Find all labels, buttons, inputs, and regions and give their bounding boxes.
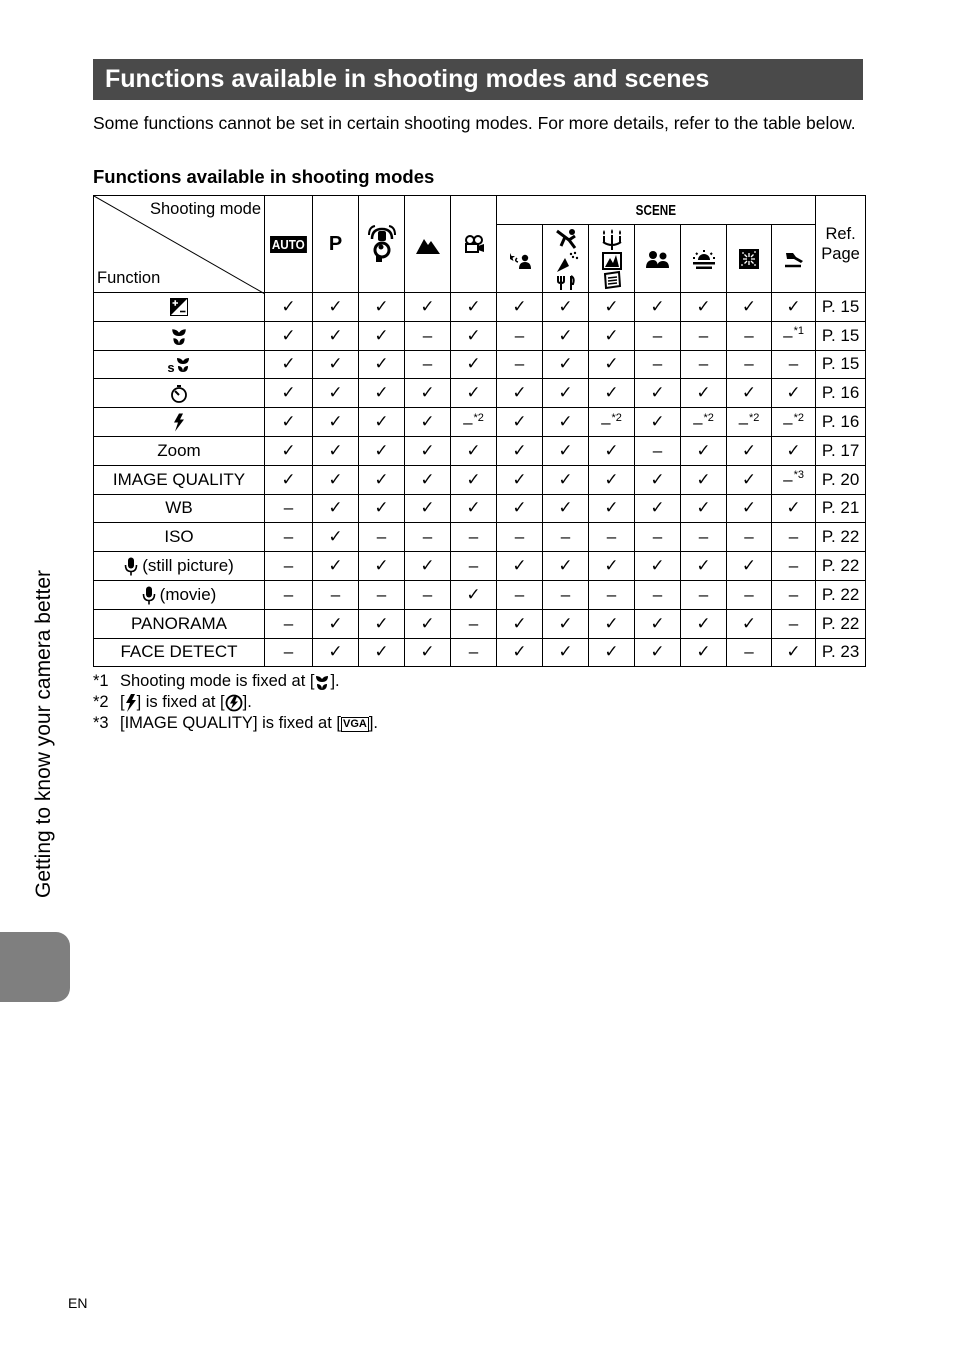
check-cell: ✓: [635, 379, 681, 408]
check-cell: ✓: [543, 609, 589, 638]
check-cell: ✓: [543, 465, 589, 494]
table-row: [94, 293, 866, 322]
candle-icon: [600, 228, 624, 290]
footnote-marker: *2: [473, 411, 484, 424]
sport-party-cuisine-icon: [553, 228, 579, 290]
check-cell: ✓: [313, 350, 359, 379]
check-cell: ✓: [451, 465, 497, 494]
auto-icon: AUTO: [272, 237, 305, 252]
check-cell: ✓: [451, 321, 497, 350]
check-cell: ✓: [497, 293, 543, 322]
check-cell: ✓: [359, 408, 405, 437]
page-title: Functions available in shooting modes and scenes: [93, 59, 863, 100]
dash-cell: –: [405, 350, 451, 379]
function-cell: [94, 436, 265, 465]
check-cell: ✓: [313, 436, 359, 465]
ref-page-cell: P. 22: [816, 552, 866, 581]
dash-cell: –: [681, 350, 727, 379]
dash-cell: –: [313, 580, 359, 609]
check-cell: ✓: [772, 379, 816, 408]
function-label: PANORAMA: [130, 613, 228, 633]
function-label: (movie): [159, 584, 217, 604]
check-cell: ✓: [681, 465, 727, 494]
check-cell: ✓: [635, 638, 681, 667]
footnote-2: *2 [ ] is fixed at [ ].: [93, 693, 252, 711]
dash-cell: –: [405, 580, 451, 609]
check-cell: ✓: [405, 436, 451, 465]
microphone-icon: [142, 585, 156, 604]
dash-cell: –: [497, 523, 543, 552]
check-cell: ✓: [681, 494, 727, 523]
dash-cell: –: [681, 321, 727, 350]
check-cell: ✓: [589, 552, 635, 581]
check-cell: ✓: [405, 552, 451, 581]
check-cell: ✓: [543, 552, 589, 581]
check-cell: ✓: [543, 293, 589, 322]
check-cell: ✓: [727, 293, 772, 322]
check-cell: ✓: [635, 552, 681, 581]
check-cell: ✓: [265, 321, 313, 350]
check-cell: ✓: [681, 609, 727, 638]
check-cell: ✓: [405, 379, 451, 408]
dash-cell: –: [359, 523, 405, 552]
dash-cell: –: [681, 523, 727, 552]
night-portrait-icon: [508, 249, 532, 269]
check-cell: ✓: [589, 379, 635, 408]
check-cell: ✓: [359, 638, 405, 667]
dash-cell: –$^{*1}$: [772, 321, 816, 350]
macro-icon: [314, 674, 330, 690]
dash-cell: –: [497, 321, 543, 350]
check-cell: ✓: [772, 293, 816, 322]
function-label: FACE DETECT: [120, 642, 238, 662]
check-cell: ✓: [405, 638, 451, 667]
function-cell: [94, 321, 265, 350]
function-cell: [94, 580, 265, 609]
function-cell: [94, 609, 265, 638]
function-cell: [94, 293, 265, 322]
dash-cell: –: [772, 523, 816, 552]
check-cell: ✓: [405, 293, 451, 322]
function-label: WB: [165, 498, 193, 518]
dash-cell: –: [772, 350, 816, 379]
table-row: [94, 638, 866, 667]
dash-cell: –: [727, 350, 772, 379]
function-cell: [94, 408, 265, 437]
function-cell: [94, 379, 265, 408]
dash-cell: –: [265, 580, 313, 609]
shooting-mode-label: Shooting mode: [150, 200, 261, 218]
check-cell: ✓: [727, 552, 772, 581]
dash-cell: –: [265, 552, 313, 581]
dash-cell: –: [727, 321, 772, 350]
table-row: [94, 436, 866, 465]
check-cell: ✓: [265, 465, 313, 494]
mode-movie-header: [451, 196, 497, 293]
dash-cell: –: [589, 523, 635, 552]
check-cell: ✓: [727, 494, 772, 523]
footnote-marker: *3: [793, 469, 804, 482]
landscape-icon: [416, 236, 440, 254]
table-row: [94, 494, 866, 523]
function-label: Zoom: [157, 440, 201, 460]
microphone-icon: [124, 556, 138, 575]
check-cell: ✓: [497, 436, 543, 465]
check-cell: ✓: [451, 293, 497, 322]
check-cell: ✓: [313, 408, 359, 437]
check-cell: ✓: [543, 638, 589, 667]
check-cell: ✓: [727, 379, 772, 408]
footnote-marker: *2: [793, 411, 804, 424]
flash-icon: [173, 412, 185, 431]
dash-cell: –$^{*2}$: [589, 408, 635, 437]
table-row: [94, 580, 866, 609]
check-cell: ✓: [681, 379, 727, 408]
ref-page-cell: P. 16: [816, 408, 866, 437]
dash-cell: –: [681, 580, 727, 609]
check-cell: ✓: [313, 465, 359, 494]
dash-cell: –: [635, 321, 681, 350]
ref-page-cell: P. 20: [816, 465, 866, 494]
footnote-3: *3 [IMAGE QUALITY] is fixed at [ VGA ].: [93, 714, 378, 732]
table-row: [94, 552, 866, 581]
dash-cell: –: [727, 638, 772, 667]
auction-icon: [783, 249, 805, 269]
footnote-marker: *2: [703, 411, 714, 424]
check-cell: ✓: [265, 379, 313, 408]
scene-fireworks-header: [727, 225, 772, 293]
check-cell: ✓: [497, 638, 543, 667]
check-cell: ✓: [589, 436, 635, 465]
check-cell: ✓: [543, 436, 589, 465]
dash-cell: –: [727, 580, 772, 609]
check-cell: ✓: [543, 321, 589, 350]
check-cell: ✓: [589, 350, 635, 379]
dash-cell: –: [497, 580, 543, 609]
dash-cell: –: [635, 350, 681, 379]
check-cell: ✓: [313, 609, 359, 638]
language-label: EN: [68, 1295, 88, 1311]
scene-kids-header: [635, 225, 681, 293]
dash-cell: –: [772, 580, 816, 609]
ref-page-cell: P. 15: [816, 293, 866, 322]
check-cell: ✓: [589, 609, 635, 638]
mode-landscape-header: [405, 196, 451, 293]
scene-night-portrait-header: [497, 225, 543, 293]
check-cell: ✓: [497, 552, 543, 581]
side-section-label: Getting to know your camera better: [32, 570, 55, 898]
footnote-marker: *2: [611, 411, 622, 424]
check-cell: ✓: [451, 350, 497, 379]
super-macro-icon: s: [167, 353, 190, 372]
check-cell: ✓: [359, 609, 405, 638]
kids-icon: [646, 250, 670, 268]
dash-cell: –: [265, 523, 313, 552]
dash-cell: –: [589, 580, 635, 609]
scene-candle-header: [589, 225, 635, 293]
check-cell: ✓: [313, 552, 359, 581]
dash-cell: –$^{*2}$: [727, 408, 772, 437]
scene-header: SCENE: [497, 196, 816, 225]
check-cell: ✓: [497, 379, 543, 408]
check-cell: ✓: [727, 436, 772, 465]
shake-reduction-icon: [368, 225, 396, 263]
section-heading: Functions available in shooting modes: [93, 166, 435, 187]
check-cell: ✓: [359, 552, 405, 581]
check-cell: ✓: [727, 609, 772, 638]
check-cell: ✓: [589, 638, 635, 667]
check-cell: ✓: [359, 494, 405, 523]
check-cell: ✓: [589, 494, 635, 523]
check-cell: ✓: [635, 494, 681, 523]
function-label: ISO: [164, 527, 194, 547]
check-cell: ✓: [359, 321, 405, 350]
function-cell: [94, 494, 265, 523]
dash-cell: –: [451, 552, 497, 581]
check-cell: ✓: [497, 609, 543, 638]
dash-cell: –: [359, 580, 405, 609]
check-cell: ✓: [635, 293, 681, 322]
exposure-compensation-icon: [170, 297, 188, 316]
mode-shake-header: [359, 196, 405, 293]
p-mode-icon: P: [328, 232, 343, 255]
function-cell: [94, 350, 265, 379]
check-cell: ✓: [313, 523, 359, 552]
check-cell: ✓: [451, 436, 497, 465]
dash-cell: –$^{*2}$: [681, 408, 727, 437]
check-cell: ✓: [772, 638, 816, 667]
ref-page-cell: P. 21: [816, 494, 866, 523]
function-cell: [94, 552, 265, 581]
dash-cell: –: [265, 609, 313, 638]
check-cell: ✓: [405, 494, 451, 523]
check-cell: ✓: [681, 293, 727, 322]
function-label: (still picture): [142, 556, 234, 576]
check-cell: ✓: [497, 494, 543, 523]
check-cell: ✓: [359, 293, 405, 322]
check-cell: ✓: [681, 436, 727, 465]
check-cell: ✓: [451, 494, 497, 523]
scene-auction-header: [772, 225, 816, 293]
function-label: IMAGE QUALITY: [112, 469, 246, 489]
function-cell: [94, 523, 265, 552]
dash-cell: –: [265, 494, 313, 523]
table-row: [94, 321, 866, 350]
check-cell: ✓: [359, 379, 405, 408]
check-cell: ✓: [727, 465, 772, 494]
dash-cell: –: [727, 523, 772, 552]
fireworks-icon: [739, 249, 759, 269]
dash-cell: –: [772, 609, 816, 638]
check-cell: ✓: [589, 293, 635, 322]
check-cell: ✓: [359, 465, 405, 494]
dash-cell: –$^{*3}$: [772, 465, 816, 494]
check-cell: ✓: [451, 379, 497, 408]
table-corner-header: [94, 196, 265, 293]
dash-cell: –: [543, 523, 589, 552]
check-cell: ✓: [265, 293, 313, 322]
intro-paragraph: Some functions cannot be set in certain shooting modes. For more details, refer to the table below.: [93, 113, 856, 133]
dash-cell: –: [451, 609, 497, 638]
table-row: [94, 379, 866, 408]
function-label: Function: [97, 269, 161, 287]
check-cell: ✓: [772, 494, 816, 523]
ref-page-cell: P. 16: [816, 379, 866, 408]
sunset-icon: [692, 249, 716, 269]
check-cell: ✓: [635, 408, 681, 437]
dash-cell: –: [543, 580, 589, 609]
ref-page-cell: P. 15: [816, 321, 866, 350]
dash-cell: –: [405, 523, 451, 552]
check-cell: ✓: [265, 436, 313, 465]
ref-page-cell: P. 17: [816, 436, 866, 465]
movie-icon: [463, 234, 485, 254]
check-cell: ✓: [359, 350, 405, 379]
check-cell: ✓: [635, 465, 681, 494]
mode-p-header: [313, 196, 359, 293]
dash-cell: –: [635, 580, 681, 609]
table-row: [94, 408, 866, 437]
table-row: [94, 609, 866, 638]
flash-off-icon: [225, 694, 243, 712]
dash-cell: –: [451, 523, 497, 552]
check-cell: ✓: [313, 494, 359, 523]
dash-cell: –: [635, 436, 681, 465]
footnote-marker: *2: [749, 411, 760, 424]
check-cell: ✓: [543, 350, 589, 379]
footnotes: [93, 671, 378, 734]
ref-page-header: Ref. Page: [816, 196, 866, 293]
ref-page-cell: P. 22: [816, 609, 866, 638]
check-cell: ✓: [313, 638, 359, 667]
check-cell: ✓: [543, 494, 589, 523]
side-section-tab: [0, 932, 70, 1002]
check-cell: ✓: [497, 408, 543, 437]
ref-page-cell: P. 15: [816, 350, 866, 379]
scene-sunset-header: [681, 225, 727, 293]
dash-cell: –: [772, 552, 816, 581]
function-cell: [94, 465, 265, 494]
check-cell: ✓: [313, 379, 359, 408]
dash-cell: –: [635, 523, 681, 552]
check-cell: ✓: [265, 350, 313, 379]
flash-icon: [125, 694, 137, 712]
dash-cell: –$^{*2}$: [451, 408, 497, 437]
check-cell: ✓: [405, 408, 451, 437]
check-cell: ✓: [313, 293, 359, 322]
check-cell: ✓: [589, 465, 635, 494]
function-cell: [94, 638, 265, 667]
check-cell: ✓: [772, 436, 816, 465]
check-cell: ✓: [405, 609, 451, 638]
macro-icon: [170, 326, 188, 345]
dash-cell: –: [497, 350, 543, 379]
check-cell: ✓: [589, 321, 635, 350]
dash-cell: –: [265, 638, 313, 667]
check-cell: ✓: [359, 436, 405, 465]
check-cell: ✓: [681, 552, 727, 581]
check-cell: ✓: [313, 321, 359, 350]
check-cell: ✓: [543, 408, 589, 437]
vga-icon: VGA: [342, 718, 367, 730]
table-row: [94, 465, 866, 494]
functions-table: [93, 195, 866, 667]
dash-cell: –$^{*2}$: [772, 408, 816, 437]
self-timer-icon: [170, 383, 188, 402]
ref-page-cell: P. 22: [816, 523, 866, 552]
check-cell: ✓: [543, 379, 589, 408]
check-cell: ✓: [635, 609, 681, 638]
footnote-1: *1 Shooting mode is fixed at [ ].: [93, 672, 340, 690]
table-row: [94, 523, 866, 552]
scene-sport-header: [543, 225, 589, 293]
mode-auto-header: [265, 196, 313, 293]
footnote-marker: *1: [793, 325, 804, 338]
check-cell: ✓: [681, 638, 727, 667]
ref-page-cell: P. 23: [816, 638, 866, 667]
table-row: [94, 350, 866, 379]
check-cell: ✓: [497, 465, 543, 494]
dash-cell: –: [405, 321, 451, 350]
check-cell: ✓: [265, 408, 313, 437]
check-cell: ✓: [405, 465, 451, 494]
ref-page-cell: P. 22: [816, 580, 866, 609]
dash-cell: –: [451, 638, 497, 667]
check-cell: ✓: [451, 580, 497, 609]
